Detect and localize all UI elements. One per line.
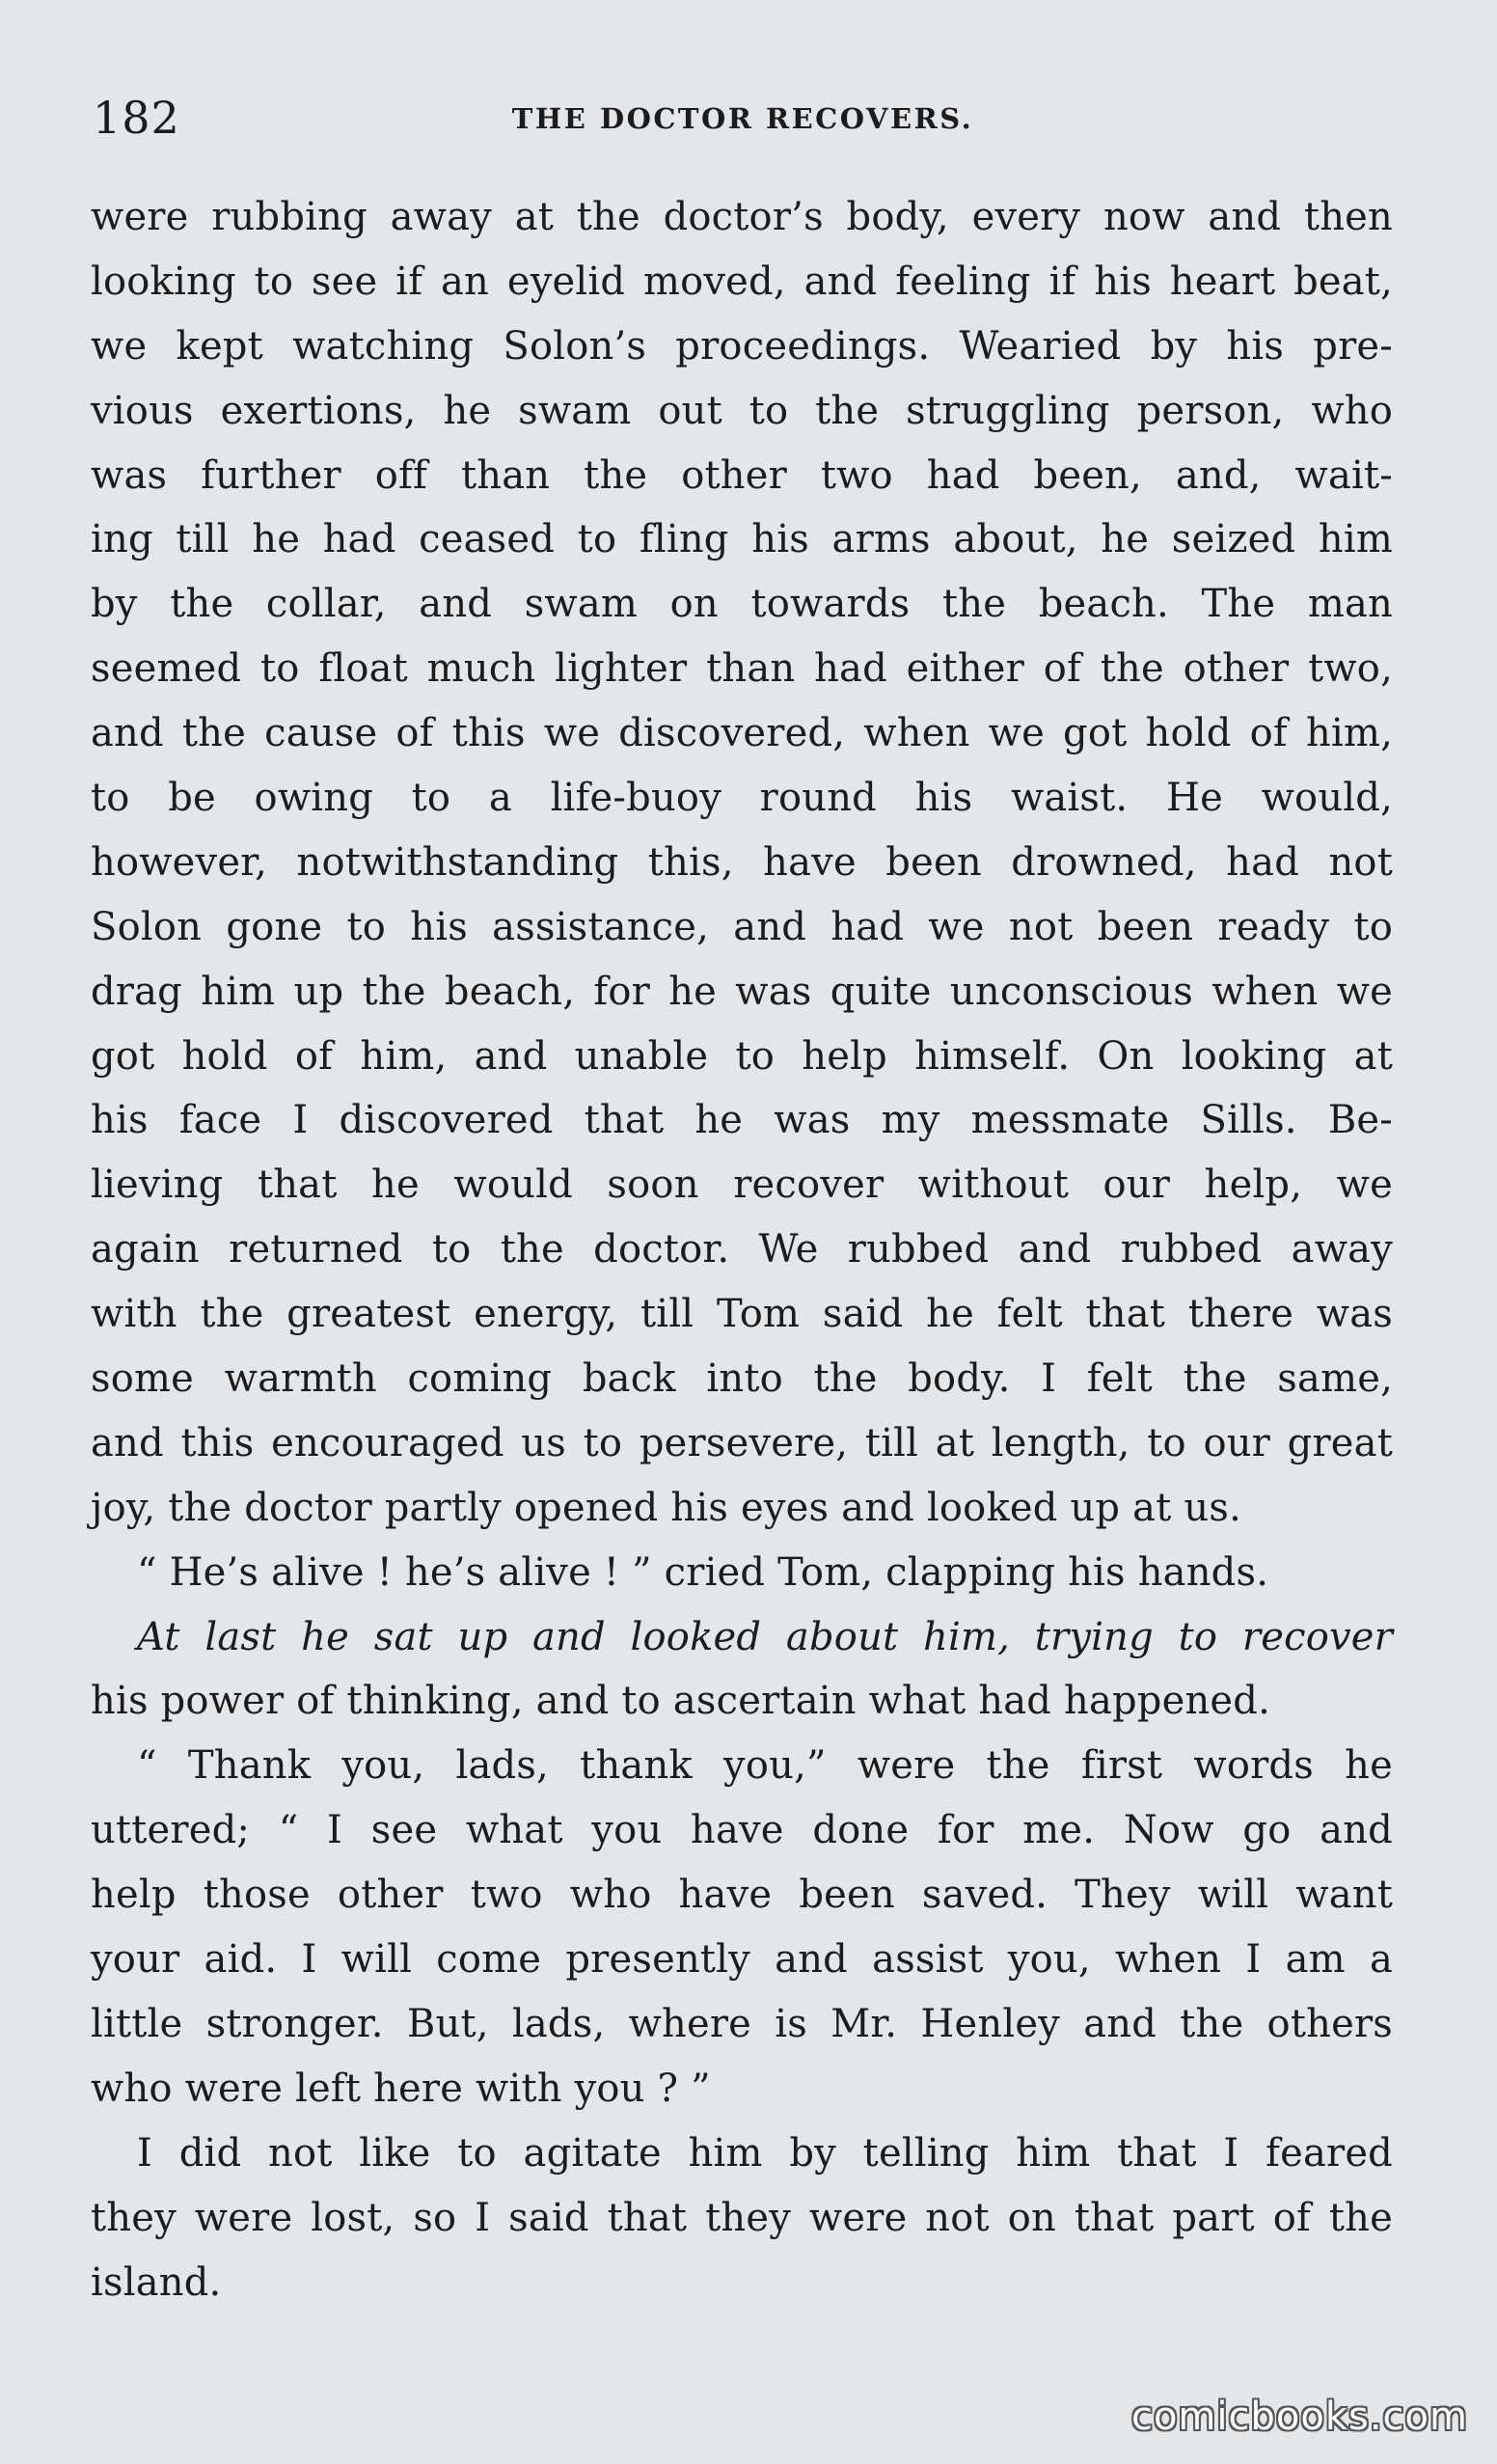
text-line: little stronger. But, lads, where is Mr. Henley and the others xyxy=(91,2001,1393,2046)
text-line: again returned to the doctor. We rubbed and rubbed away xyxy=(91,1227,1393,1273)
text-line: and the cause of this we discovered, when we got hold of him, xyxy=(91,711,1393,756)
text-line: some warmth coming back into the body. I felt the same, xyxy=(91,1356,1393,1402)
text-line: help those other two who have been saved. They will want xyxy=(91,1873,1393,1918)
text-line: “ He’s alive ! he’s alive ! ” cried Tom, clapping his hands. xyxy=(137,1549,1269,1595)
text-line: his power of thinking, and to ascertain what had happened. xyxy=(91,1679,1271,1724)
running-head: THE DOCTOR RECOVERS. xyxy=(511,102,974,135)
text-line: I did not like to agitate him by telling him that I feared xyxy=(137,2130,1393,2176)
text-line: by the collar, and swam on towards the beach. The man xyxy=(91,582,1393,627)
text-line: joy, the doctor partly opened his eyes and looked up at us. xyxy=(91,1485,1241,1530)
text-line: drag him up the beach, for he was quite unconscious when we xyxy=(91,969,1393,1014)
page-number: 182 xyxy=(93,92,180,144)
text-line: were rubbing away at the doctor’s body, every now and then xyxy=(91,195,1393,239)
watermark: comicbooks.com xyxy=(1130,2395,1468,2439)
text-line: who were left here with you ? ” xyxy=(91,2066,711,2111)
text-line: ing till he had ceased to fling his arms about, he seized him xyxy=(91,517,1393,562)
text-line: looking to see if an eyelid moved, and feeling if his heart beat, xyxy=(91,259,1393,304)
text-line: to be owing to a life-buoy round his waist. He would, xyxy=(91,776,1393,821)
body-text xyxy=(91,185,1393,2314)
text-line: your aid. I will come presently and assist you, when I am a xyxy=(91,1937,1393,1983)
text-line: seemed to float much lighter than had either of the other two, xyxy=(91,646,1393,692)
text-line: and this encouraged us to persevere, till at length, to our great xyxy=(91,1420,1393,1465)
text-line: “ Thank you, lads, thank you,” were the first words he xyxy=(137,1743,1393,1789)
text-line: we kept watching Solon’s proceedings. Wearied by his pre- xyxy=(91,323,1393,369)
text-line: lieving that he would soon recover without our help, we xyxy=(91,1163,1393,1208)
text-line: however, notwithstanding this, have been drowned, had not xyxy=(91,839,1393,885)
text-line: his face I discovered that he was my messmate Sills. Be- xyxy=(91,1098,1393,1143)
text-line: uttered; “ I see what you have done for me. Now go and xyxy=(91,1808,1393,1853)
text-line: Solon gone to his assistance, and had we not been ready to xyxy=(91,904,1393,949)
text-line: got hold of him, and unable to help himself. On looking at xyxy=(91,1033,1393,1079)
text-line: with the greatest energy, till Tom said he felt that there was xyxy=(91,1292,1393,1337)
text-line: island. xyxy=(91,2259,222,2305)
text-line: vious exertions, he swam out to the struggling person, who xyxy=(91,388,1393,433)
text-line: At last he sat up and looked about him, trying to recover xyxy=(137,1614,1393,1659)
text-line: they were lost, so I said that they were not on that part of the xyxy=(91,2195,1393,2240)
page-header xyxy=(93,89,1393,147)
text-line: was further off than the other two had been, and, wait- xyxy=(91,452,1393,498)
